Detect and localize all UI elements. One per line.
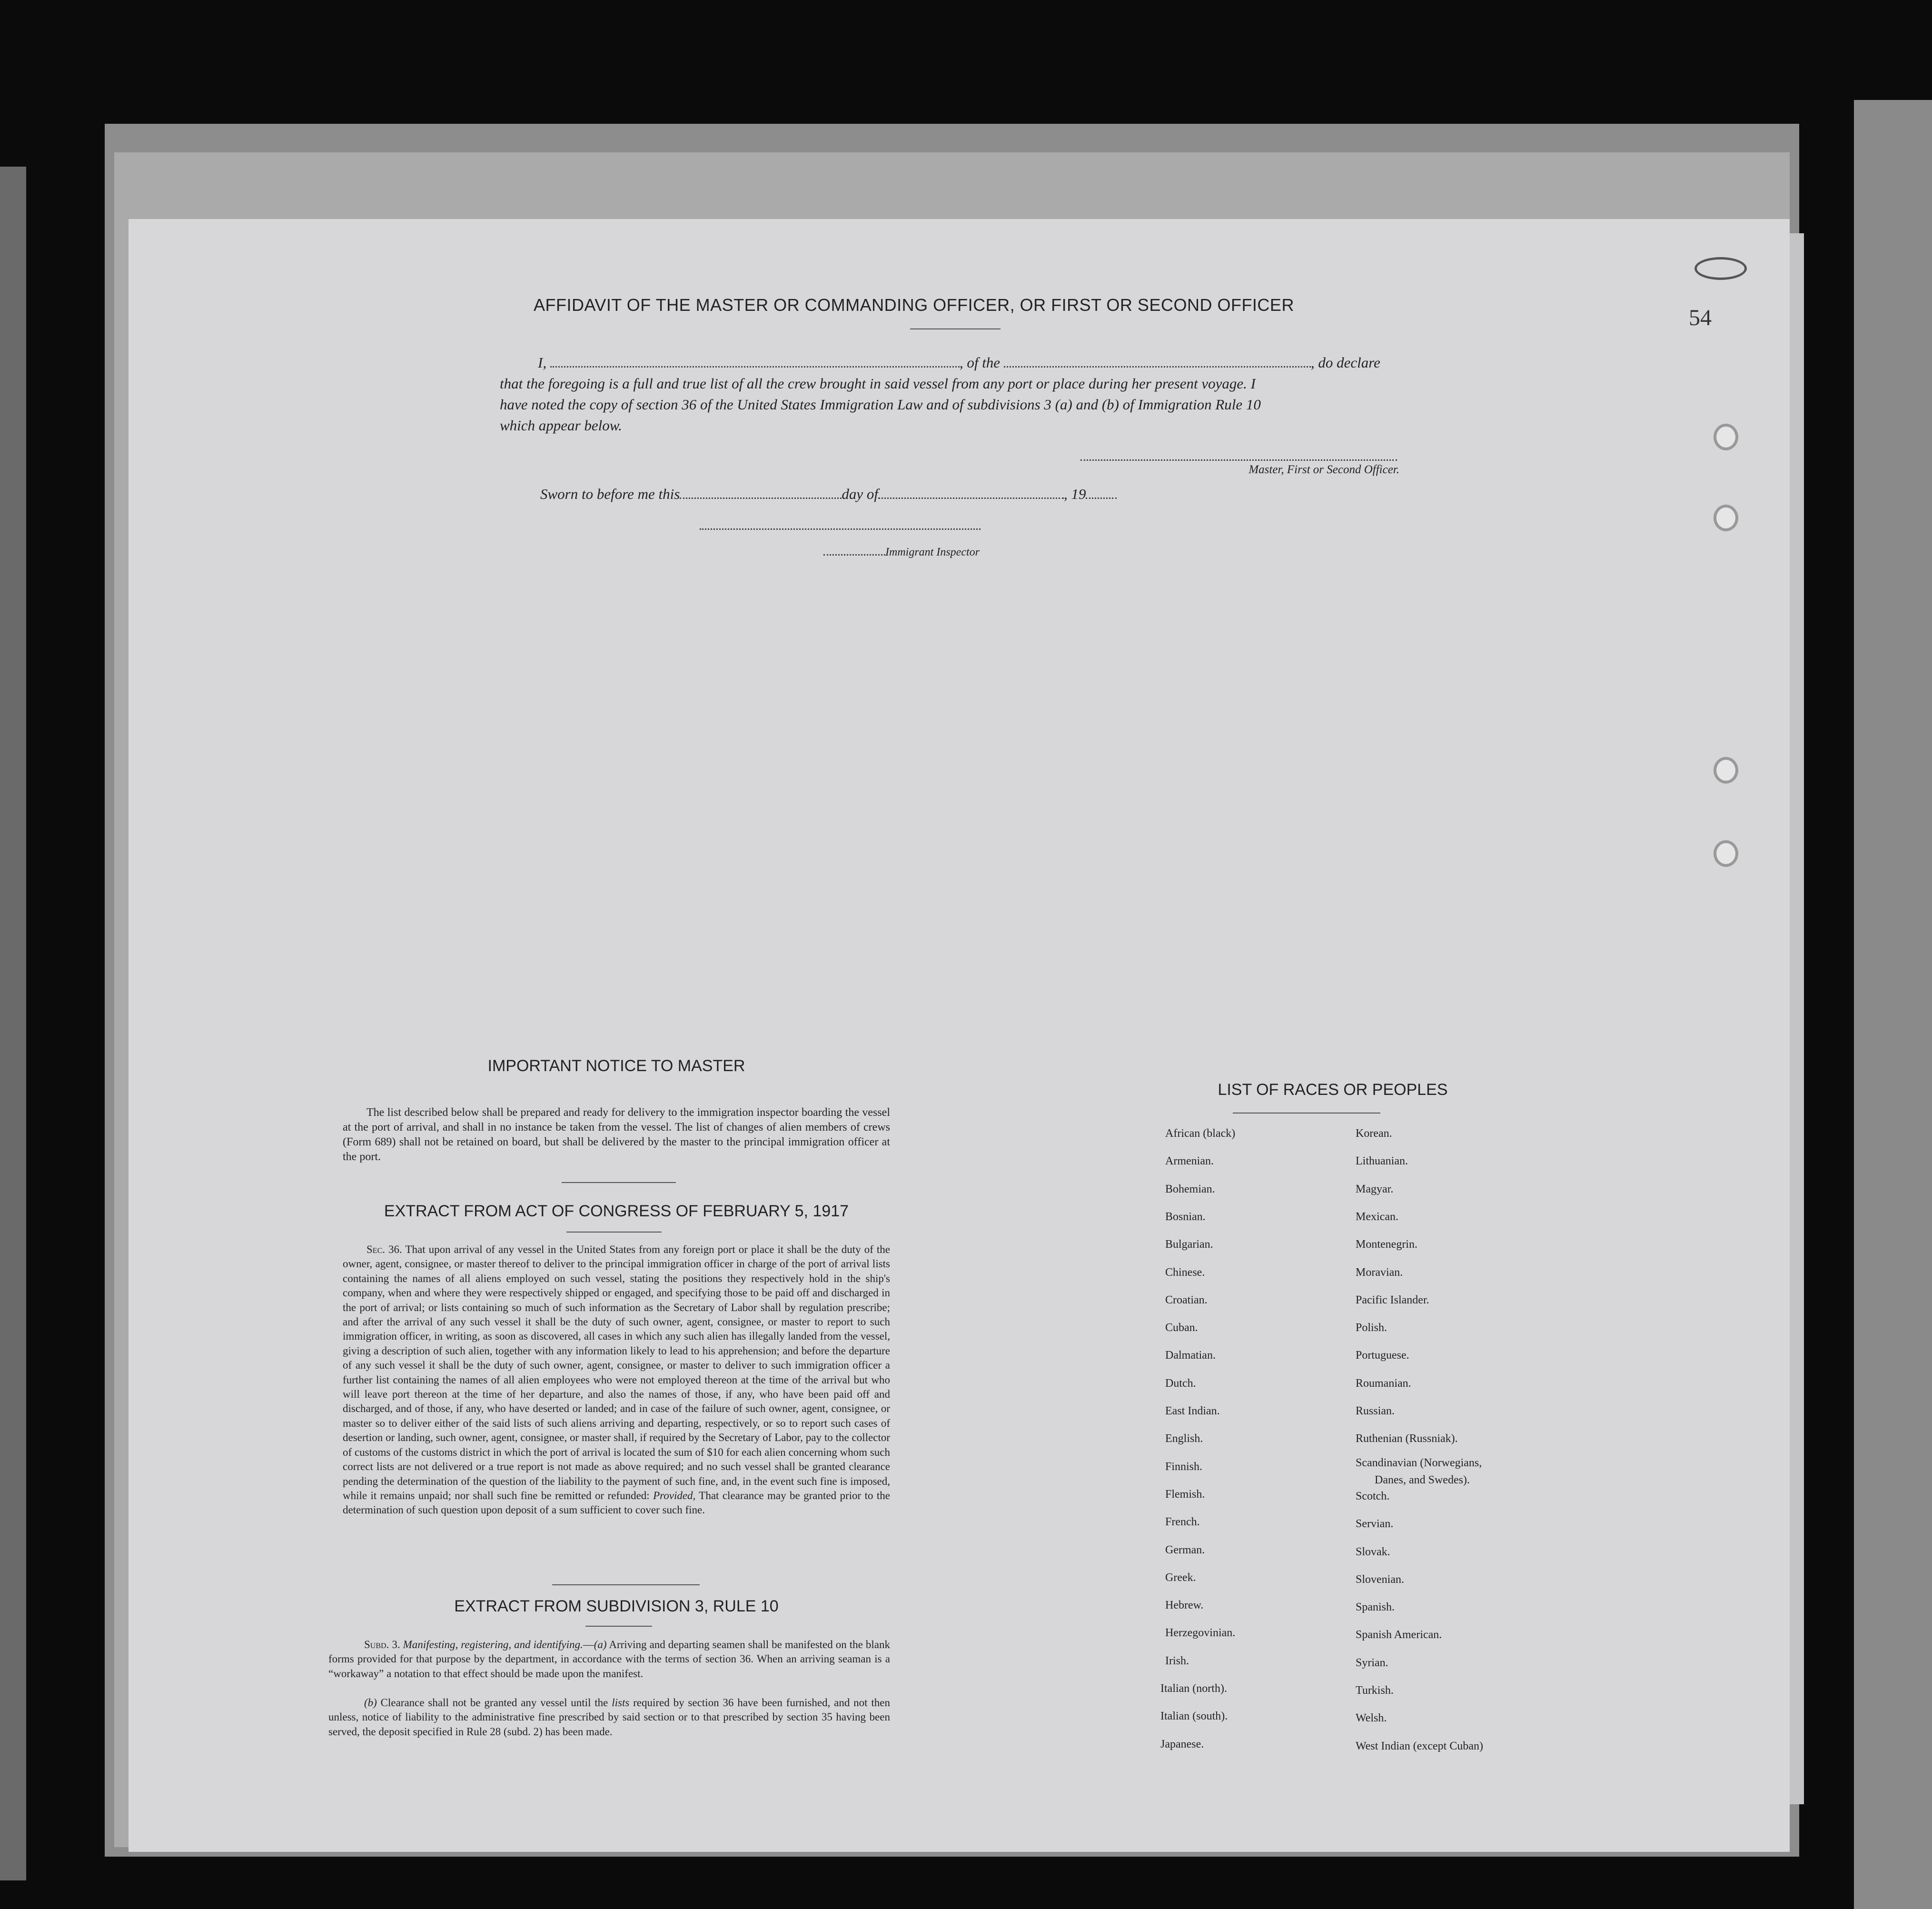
inspector-caption-leader <box>823 546 885 556</box>
section-36-text <box>343 1243 890 1518</box>
divider <box>910 328 1001 329</box>
day-of-label: day of <box>842 486 878 502</box>
do-declare-label: , do declare <box>1310 354 1380 371</box>
race-item: Japanese. <box>1160 1738 1204 1750</box>
master-signature-field[interactable] <box>1080 459 1397 461</box>
race-item: Syrian. <box>1356 1656 1388 1669</box>
race-item: Korean. <box>1356 1127 1392 1140</box>
officer-name-field[interactable] <box>550 355 960 368</box>
affidavit-declaration <box>500 352 1414 436</box>
of-the-label: , of the <box>959 354 1001 371</box>
race-item: Montenegrin. <box>1356 1238 1417 1251</box>
punch-hole <box>1714 840 1738 867</box>
race-item: Pacific Islander. <box>1356 1293 1429 1306</box>
race-item: Lithuanian. <box>1356 1155 1408 1168</box>
notice-heading: IMPORTANT NOTICE TO MASTER <box>487 1057 745 1075</box>
punch-hole <box>1714 757 1738 784</box>
race-item: Magyar. <box>1356 1183 1394 1195</box>
sworn-line <box>540 486 1117 503</box>
sworn-month-field[interactable] <box>878 486 1064 499</box>
notice-text: The list described below shall be prepared and ready for delivery to the immigration inspector boarding the vessel at the port of arrival, and shall in no instance be taken from the vessel. The list of changes of alien members of crews (Form 689) shall not be retained on board, but shall be delivered by the master to the principal immigration officer at the port. <box>343 1106 890 1163</box>
race-item: Russian. <box>1356 1405 1395 1417</box>
race-item: Roumanian. <box>1356 1377 1411 1390</box>
race-item: Scandinavian (Norwegians, <box>1356 1456 1482 1469</box>
declaration-line: have noted the copy of section 36 of the United States Immigration Law and of subdivisions 3 (a) and (b) of Immigration Rule 10 <box>500 396 1261 413</box>
subdivision-title: Manifesting, registering, and identifying. <box>403 1639 583 1650</box>
race-item: Italian (north). <box>1160 1682 1227 1695</box>
race-item: Cuban. <box>1165 1322 1198 1334</box>
clause-b-label: (b) <box>364 1697 377 1709</box>
inspector-signature-field[interactable] <box>700 528 981 530</box>
race-item: Herzegovinian. <box>1165 1627 1236 1640</box>
race-item: Mexican. <box>1356 1210 1398 1223</box>
divider <box>566 1232 662 1233</box>
divider <box>1233 1113 1380 1114</box>
inspector-caption: Immigrant Inspector <box>885 546 980 558</box>
race-item: African (black) <box>1165 1127 1236 1140</box>
clause-a-text: Arriving and departing seamen shall be manifested on the blank forms provided for that purpose by the department, in accordance with the terms of section 36. When an arriving seaman is a “workaway” a notation to that effect should be made upon the manifest. <box>328 1639 890 1680</box>
declaration-line: that the foregoing is a full and true list of all the crew brought in said vessel from any port or place during her present voyage. I <box>500 375 1256 392</box>
race-item: Armenian. <box>1165 1155 1214 1168</box>
race-item: Spanish. <box>1356 1601 1395 1614</box>
punch-hole <box>1714 424 1738 450</box>
punch-hole <box>1714 505 1738 531</box>
race-item: Scotch. <box>1356 1490 1390 1502</box>
section-label: Sec. 36. <box>367 1243 402 1255</box>
race-item: Slovenian. <box>1356 1573 1404 1586</box>
sworn-day-field[interactable] <box>680 486 842 499</box>
divider <box>552 1584 700 1585</box>
race-item: Bulgarian. <box>1165 1238 1213 1251</box>
race-item: German. <box>1165 1543 1205 1556</box>
clause-b-text: Clearance shall not be granted any vessel until the <box>380 1697 608 1709</box>
vessel-name-field[interactable] <box>1004 355 1311 368</box>
clause-b-text-cont: required by section 36 have been furnished, and not then unless, notice of liability to the administrative fine prescribed by said section or to that prescribed by section 35 having been served, the deposit specified in Rule 28 (subd. 2) has been made. <box>328 1697 891 1738</box>
race-item: Dalmatian. <box>1165 1349 1216 1362</box>
race-item: Moravian. <box>1356 1266 1403 1279</box>
race-item: Welsh. <box>1356 1712 1387 1725</box>
year-label: , 19 <box>1063 486 1086 502</box>
race-item: Finnish. <box>1165 1460 1203 1473</box>
proviso-label: Provided, <box>653 1489 696 1501</box>
sworn-label: Sworn to before me this <box>540 486 680 502</box>
race-item: Irish. <box>1165 1654 1189 1667</box>
section-body: That upon arrival of any vessel in the United States from any foreign port or place it shall be the duty of the owner, agent, consignee, or master thereof to deliver to the principal immigration officer in charge of the port of arrival lists containing the names of all aliens employed on such vessel, stating the positions they respectively hold in the ship's company, when and where they were respectively shipped or engaged, and specifying those to be paid off and discharged in the port of arrival; or lists containing so much of such information as the Secretary of Labor shall by regulation prescribe; and after the arrival of any such vessel it shall be the duty of such owner, agent, consignee, or master to report to such immigration officer, in writing, as soon as discovered, all cases in which any such alien has illegally landed from the vessel, giving a description of such alien, together with any information likely to lead to his apprehension; and before the departure of any such vessel it shall be the duty of such owner, agent, consignee, or master to deliver to such immigration officer a further list containing the names of all alien employees who were not employed thereon at the time of the arrival but who will leave port thereon at the time of her departure, and also the names of those, if any, who have been paid off and discharged, and of those, if any, who have deserted or landed; and in case of the failure of such owner, agent, consignee, or master so to deliver either of the said lists of such aliens arriving and departing, respectively, or so to report such cases of desertion or landing, such owner, agent, consignee, or master shall, if required by the Secretary of Labor, pay to the collector of customs of the customs district in which the port of arrival is located the sum of $10 for each alien concerning whom such correct lists are not delivered or a true report is not made as above required; and no such vessel shall be granted clearance pending the determination of the question of the liability to the payment of such fine, and, in the event such fine is imposed, while it remains unpaid; nor shall such fine be remitted or refunded: <box>343 1243 890 1501</box>
race-item: French. <box>1165 1516 1200 1529</box>
race-item: Bohemian. <box>1165 1183 1215 1195</box>
race-item: Chinese. <box>1165 1266 1205 1279</box>
declaration-line: which appear below. <box>500 417 622 434</box>
clause-a-label: (a) <box>594 1639 607 1650</box>
affidavit-title: AFFIDAVIT OF THE MASTER OR COMMANDING OFFICER, OR FIRST OR SECOND OFFICER <box>534 295 1294 315</box>
act-extract-heading: EXTRACT FROM ACT OF CONGRESS OF FEBRUARY 5, 1917 <box>384 1202 849 1220</box>
adjacent-page-right <box>1854 100 1932 1909</box>
race-item: East Indian. <box>1165 1405 1220 1417</box>
race-item: Slovak. <box>1356 1545 1390 1558</box>
clause-b-lists: lists <box>612 1697 630 1709</box>
race-item: Polish. <box>1356 1322 1387 1334</box>
race-item: Greek. <box>1165 1571 1196 1584</box>
race-item: Flemish. <box>1165 1488 1205 1501</box>
ink-mark <box>1694 257 1747 280</box>
race-item: Spanish American. <box>1356 1629 1442 1641</box>
page-number: 54 <box>1689 305 1712 330</box>
subdivision-a-text: Subd. 3. Manifesting, registering, and identifying.—(a) Arriving and departing seamen shall be manifested on the blank forms provided for that purpose by the department, in accordance with the terms of section 36. When an arriving seaman is a “workaway” a notation to that effect should be made upon the manifest. <box>328 1639 890 1680</box>
race-item: Dutch. <box>1165 1377 1196 1390</box>
race-item: Ruthenian (Russniak). <box>1356 1432 1458 1445</box>
race-item: West Indian (except Cuban) <box>1356 1740 1483 1752</box>
adjacent-page-left <box>0 167 26 1880</box>
race-item: Danes, and Swedes). <box>1375 1473 1470 1486</box>
race-item: Bosnian. <box>1165 1210 1206 1223</box>
rule-extract-heading: EXTRACT FROM SUBDIVISION 3, RULE 10 <box>454 1597 779 1615</box>
race-item: Turkish. <box>1356 1684 1394 1697</box>
race-item: English. <box>1165 1432 1203 1445</box>
race-item: Servian. <box>1356 1518 1394 1531</box>
race-item: Portuguese. <box>1356 1349 1409 1362</box>
races-heading: LIST OF RACES OR PEOPLES <box>1218 1081 1448 1099</box>
subdivision-label: Subd. 3. <box>364 1639 400 1650</box>
race-item: Italian (south). <box>1160 1710 1228 1723</box>
signature-caption: Master, First or Second Officer. <box>1248 463 1399 476</box>
race-item: Croatian. <box>1165 1293 1208 1306</box>
inspector-caption-line <box>823 546 980 559</box>
proviso-text: That clearance may be granted prior to the determination of such question upon deposit of a sum sufficient to cover such fine. <box>343 1489 890 1516</box>
sworn-year-field[interactable] <box>1086 486 1117 499</box>
race-item: Hebrew. <box>1165 1599 1204 1612</box>
i-label: I, <box>538 354 547 371</box>
divider <box>562 1182 676 1183</box>
divider <box>585 1626 652 1627</box>
subdivision-b-text <box>328 1696 890 1739</box>
